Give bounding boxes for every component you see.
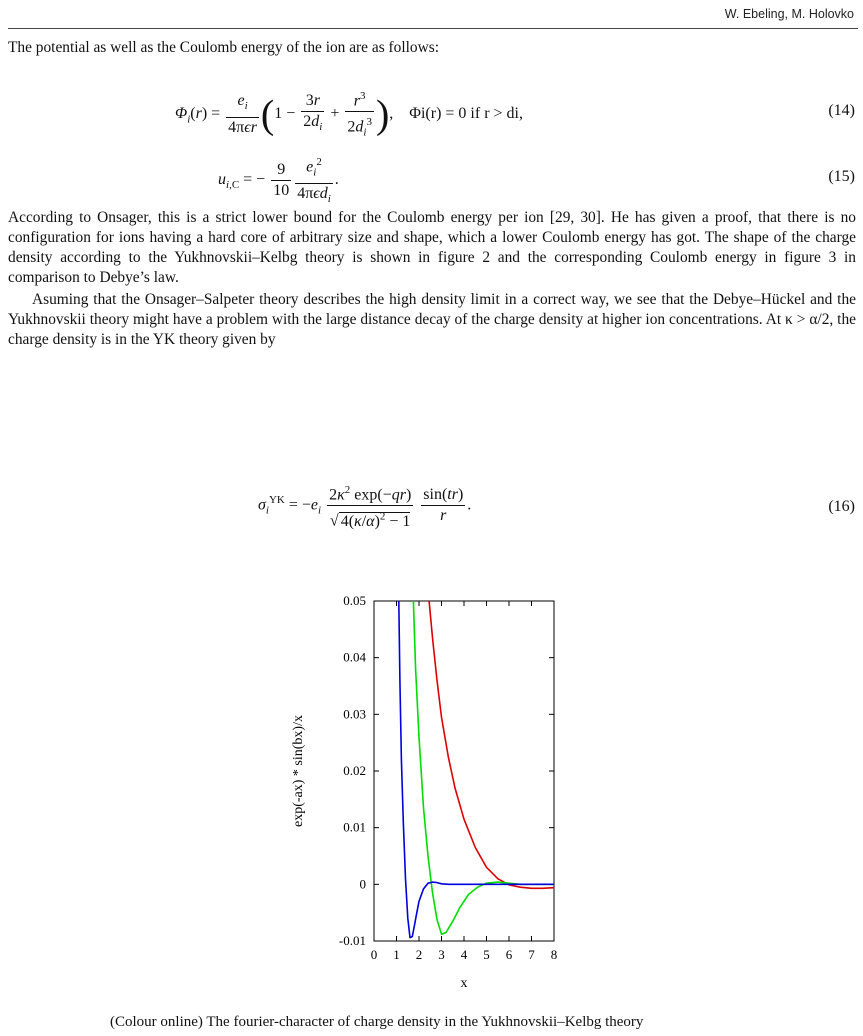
equation-14-number: (14)	[828, 102, 855, 119]
x-axis-label: x	[460, 976, 468, 991]
chart-svg	[270, 575, 600, 1015]
x-tick-label: 0	[370, 947, 378, 962]
y-tick-label: 0	[359, 876, 366, 892]
x-tick-label: 6	[505, 947, 513, 962]
equation-15	[0, 150, 863, 204]
y-tick-label: 0.03	[343, 706, 366, 722]
paragraph-salpeter: Asuming that the Onsager–Salpeter theory describes the high density limit in a correct way, we see that the Debye–Hückel and the Yukhnovskii theory might have a problem with the large distance decay of the charge density at higher ion concentrations. At κ > α/2, the charge density is in the YK theory given by	[8, 291, 856, 348]
equation-15-body: $u_{i,C}$ = − $\frac{9}{10}$ $\frac{e_i^2}{4\pi\epsilon d_i}$ .	[218, 152, 339, 209]
y-axis-label: exp(-ax) * sin(bx)/x	[291, 715, 306, 827]
equation-14	[0, 78, 863, 148]
paragraph-onsager: According to Onsager, this is a strict lower bound for the Coulomb energy per ion [29, 30]. He has given a proof, that there is no configuration for ions having a hard core of arbitrary size and shape, which a lower Coulomb energy has got. The shape of the charge density according to the Yukhnovskii–Kelbg theory is shown in figure 2 and the corresponding Coulomb energy in figure 3 in comparison to Debye’s law.	[8, 209, 856, 286]
equation-16	[0, 476, 863, 546]
equation-14-body: $\Phi_i(r)$ = $\frac{e_i}{\text{4πϵr}}$ (1 − $\frac{3r}{2d_i}$ + $\frac{r^3}{2d_i^3}$ ), Φi(r) = 0 if r > di,	[175, 86, 523, 143]
header-authors: W. Ebeling, M. Holovko	[724, 7, 854, 21]
y-tick-label: 0.02	[343, 763, 366, 778]
x-tick-label: 4	[460, 947, 468, 962]
x-tick-label: 3	[438, 947, 445, 962]
y-tick-label: 0.05	[343, 593, 366, 608]
x-tick-label: 2	[415, 947, 423, 962]
x-tick-label: 1	[393, 947, 400, 962]
x-tick-label: 5	[483, 947, 490, 962]
figure-2-chart	[270, 575, 600, 1015]
y-tick-label: -0.01	[338, 933, 366, 948]
y-tick-label: 0.01	[343, 819, 366, 835]
series-line-1	[429, 601, 554, 888]
x-tick-label: 8	[550, 947, 558, 962]
x-tick-label: 7	[528, 947, 535, 962]
equation-16-number: (16)	[828, 498, 855, 515]
equation-14-condition: Φi(r) = 0 if r > di,	[409, 105, 523, 123]
equation-16-body: $\sigma_i^{YK} = -e_i$ $\frac{2\kappa^2 \exp(-qr)}{√ 4(\kappa/\alpha)^2 - 1}$ $\frac{\sin(tr)}{r}$ .	[258, 480, 471, 532]
paragraph-intro: The potential as well as the Coulomb energy of the ion are as follows:	[8, 39, 439, 56]
figure-caption: (Colour online) The fourier-character of charge density in the Yukhnovskii–Kelbg theory	[110, 1014, 644, 1030]
y-tick-label: 0.04	[343, 649, 366, 665]
equation-15-number: (15)	[828, 168, 855, 185]
running-header	[8, 0, 858, 29]
